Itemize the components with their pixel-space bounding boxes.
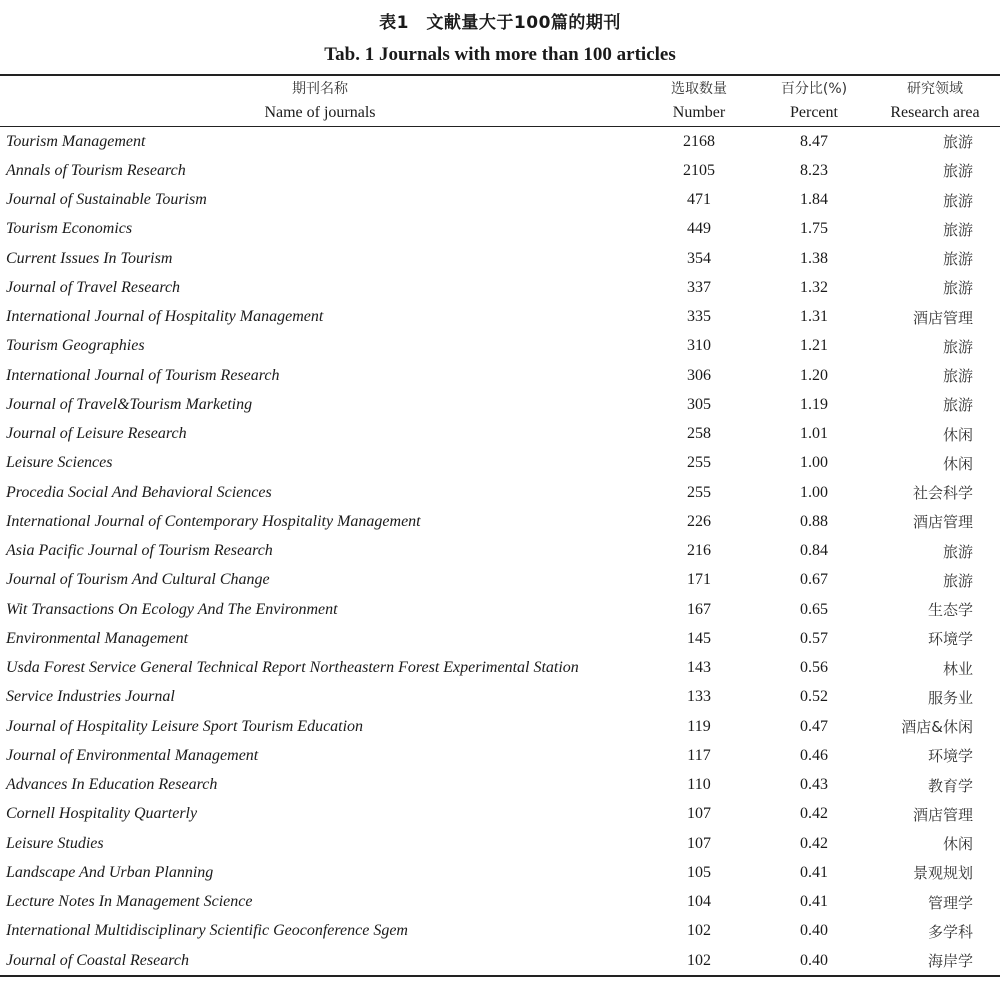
research-area-cell: 旅游 bbox=[942, 279, 973, 298]
percent-cell: 1.21 bbox=[800, 337, 828, 355]
research-area-cell: 休闲 bbox=[942, 835, 973, 854]
journal-name-cell: Environmental Management bbox=[6, 629, 189, 647]
percent-cell: 0.56 bbox=[800, 659, 828, 677]
table-row bbox=[0, 654, 1000, 683]
journal-name-cell: Landscape And Urban Planning bbox=[6, 863, 214, 881]
journals-table bbox=[0, 74, 1000, 977]
journal-name-cell: Usda Forest Service General Technical Report Northeastern Forest Experimental Station bbox=[6, 659, 579, 677]
number-cell: 119 bbox=[687, 717, 711, 735]
percent-cell: 8.23 bbox=[800, 161, 828, 179]
table-row bbox=[0, 156, 1000, 185]
journal-name-cell: Tourism Management bbox=[6, 132, 146, 150]
number-cell: 306 bbox=[687, 366, 711, 384]
number-cell: 310 bbox=[687, 337, 711, 355]
research-area-cell: 管理学 bbox=[927, 893, 973, 912]
percent-cell: 1.38 bbox=[800, 249, 828, 267]
percent-cell: 1.75 bbox=[800, 220, 828, 238]
number-cell: 102 bbox=[687, 922, 711, 940]
percent-cell: 0.52 bbox=[800, 688, 828, 706]
number-cell: 102 bbox=[687, 951, 711, 969]
journal-name-cell: Procedia Social And Behavioral Sciences bbox=[6, 483, 272, 501]
journal-name-cell: International Journal of Hospitality Management bbox=[6, 308, 324, 326]
header-percent-cn: 百分比(%) bbox=[780, 81, 848, 97]
percent-cell: 0.57 bbox=[800, 629, 828, 647]
number-cell: 143 bbox=[687, 659, 711, 677]
table-row bbox=[0, 361, 1000, 390]
table-row bbox=[0, 829, 1000, 858]
header-journal-name bbox=[0, 75, 640, 127]
number-cell: 258 bbox=[687, 425, 711, 443]
research-area-cell: 景观规划 bbox=[912, 864, 973, 883]
number-cell: 171 bbox=[687, 571, 711, 589]
percent-cell: 0.40 bbox=[800, 922, 828, 940]
percent-cell: 1.20 bbox=[800, 366, 828, 384]
table-row bbox=[0, 800, 1000, 829]
percent-cell: 0.42 bbox=[800, 805, 828, 823]
table-row bbox=[0, 420, 1000, 449]
table-row bbox=[0, 624, 1000, 653]
percent-cell: 1.00 bbox=[800, 454, 828, 472]
number-cell: 255 bbox=[687, 483, 711, 501]
table-row bbox=[0, 478, 1000, 507]
journal-name-cell: Journal of Sustainable Tourism bbox=[6, 191, 207, 209]
table-row bbox=[0, 244, 1000, 273]
table-title-cn: 表1 文献量大于100篇的期刊 bbox=[379, 13, 621, 33]
journal-name-cell: Journal of Environmental Management bbox=[6, 746, 259, 764]
percent-cell: 1.32 bbox=[800, 278, 828, 296]
journal-name-cell: Journal of Coastal Research bbox=[6, 951, 189, 969]
table-row bbox=[0, 917, 1000, 946]
journal-name-cell: International Multidisciplinary Scientific Geoconference Sgem bbox=[6, 922, 408, 940]
percent-cell: 0.40 bbox=[800, 951, 828, 969]
percent-cell: 0.47 bbox=[800, 717, 828, 735]
journal-name-cell: Service Industries Journal bbox=[6, 688, 175, 706]
journal-name-cell: Journal of Hospitality Leisure Sport Tourism Education bbox=[6, 717, 364, 735]
number-cell: 145 bbox=[687, 629, 711, 647]
header-row bbox=[0, 75, 1000, 127]
journal-name-cell: Leisure Studies bbox=[6, 834, 104, 852]
table-row bbox=[0, 127, 1000, 157]
number-cell: 167 bbox=[687, 600, 711, 618]
percent-cell: 0.67 bbox=[800, 571, 828, 589]
table-row bbox=[0, 507, 1000, 536]
table-row bbox=[0, 215, 1000, 244]
number-cell: 471 bbox=[687, 191, 711, 209]
table-row bbox=[0, 390, 1000, 419]
number-cell: 2168 bbox=[683, 132, 715, 150]
research-area-cell: 环境学 bbox=[927, 630, 973, 649]
number-cell: 110 bbox=[687, 776, 711, 794]
table-row bbox=[0, 303, 1000, 332]
research-area-cell: 旅游 bbox=[942, 396, 973, 415]
table-row bbox=[0, 771, 1000, 800]
table-row bbox=[0, 566, 1000, 595]
research-area-cell: 旅游 bbox=[942, 571, 973, 590]
percent-cell: 8.47 bbox=[800, 132, 828, 150]
percent-cell: 0.88 bbox=[800, 512, 828, 530]
number-cell: 226 bbox=[687, 512, 711, 530]
research-area-cell: 林业 bbox=[942, 659, 973, 678]
research-area-cell: 旅游 bbox=[942, 337, 973, 356]
research-area-cell: 旅游 bbox=[942, 220, 973, 239]
number-cell: 337 bbox=[687, 278, 711, 296]
research-area-cell: 旅游 bbox=[942, 367, 973, 386]
research-area-cell: 教育学 bbox=[927, 776, 973, 795]
table-title-en: Tab. 1 Journals with more than 100 articles bbox=[324, 44, 676, 65]
table-header bbox=[0, 75, 1000, 127]
table-row bbox=[0, 858, 1000, 887]
header-journal-name-en: Name of journals bbox=[264, 104, 376, 121]
research-area-cell: 休闲 bbox=[942, 454, 973, 473]
percent-cell: 1.01 bbox=[800, 425, 828, 443]
percent-cell: 1.19 bbox=[800, 395, 828, 413]
research-area-cell: 酒店&休闲 bbox=[901, 718, 973, 737]
journal-name-cell: Advances In Education Research bbox=[6, 776, 218, 794]
header-number-en: Number bbox=[672, 104, 726, 121]
percent-cell: 0.46 bbox=[800, 746, 828, 764]
table-row bbox=[0, 741, 1000, 770]
number-cell: 107 bbox=[687, 834, 711, 852]
percent-cell: 1.00 bbox=[800, 483, 828, 501]
header-research-area-cn: 研究领域 bbox=[907, 81, 963, 97]
journal-name-cell: International Journal of Tourism Research bbox=[6, 366, 280, 384]
number-cell: 2105 bbox=[683, 161, 715, 179]
percent-cell: 1.31 bbox=[800, 308, 828, 326]
journal-name-cell: Tourism Geographies bbox=[6, 337, 145, 355]
table-row bbox=[0, 332, 1000, 361]
research-area-cell: 酒店管理 bbox=[912, 805, 973, 824]
table-body bbox=[0, 127, 1000, 977]
table-row bbox=[0, 712, 1000, 741]
percent-cell: 1.84 bbox=[800, 191, 828, 209]
research-area-cell: 生态学 bbox=[927, 601, 973, 620]
table-row bbox=[0, 449, 1000, 478]
journal-name-cell: Journal of Leisure Research bbox=[6, 425, 187, 443]
table-row bbox=[0, 537, 1000, 566]
number-cell: 305 bbox=[687, 395, 711, 413]
number-cell: 104 bbox=[687, 893, 711, 911]
journal-name-cell: Cornell Hospitality Quarterly bbox=[6, 805, 198, 823]
table-caption bbox=[0, 10, 1000, 68]
number-cell: 335 bbox=[687, 308, 711, 326]
journal-name-cell: International Journal of Contemporary Hospitality Management bbox=[6, 512, 421, 530]
research-area-cell: 旅游 bbox=[942, 133, 973, 152]
research-area-cell: 环境学 bbox=[927, 747, 973, 766]
header-number-cn: 选取数量 bbox=[671, 81, 727, 97]
header-percent-en: Percent bbox=[790, 104, 838, 121]
number-cell: 105 bbox=[687, 863, 711, 881]
research-area-cell: 酒店管理 bbox=[912, 513, 973, 532]
table-row bbox=[0, 273, 1000, 302]
number-cell: 354 bbox=[687, 249, 711, 267]
number-cell: 107 bbox=[687, 805, 711, 823]
header-journal-name-cn: 期刊名称 bbox=[292, 81, 348, 97]
journal-name-cell: Journal of Travel Research bbox=[6, 278, 181, 296]
table-row bbox=[0, 888, 1000, 917]
number-cell: 449 bbox=[687, 220, 711, 238]
journal-name-cell: Tourism Economics bbox=[6, 220, 133, 238]
journal-name-cell: Lecture Notes In Management Science bbox=[6, 893, 253, 911]
percent-cell: 0.43 bbox=[800, 776, 828, 794]
research-area-cell: 旅游 bbox=[942, 250, 973, 269]
research-area-cell: 社会科学 bbox=[912, 484, 973, 503]
research-area-cell: 酒店管理 bbox=[912, 308, 973, 327]
number-cell: 255 bbox=[687, 454, 711, 472]
research-area-cell: 旅游 bbox=[942, 162, 973, 181]
journal-name-cell: Journal of Tourism And Cultural Change bbox=[6, 571, 270, 589]
percent-cell: 0.84 bbox=[800, 542, 828, 560]
table-row bbox=[0, 186, 1000, 215]
number-cell: 117 bbox=[687, 746, 711, 764]
percent-cell: 0.41 bbox=[800, 893, 828, 911]
table-row bbox=[0, 683, 1000, 712]
percent-cell: 0.42 bbox=[800, 834, 828, 852]
research-area-cell: 多学科 bbox=[927, 922, 973, 941]
header-research-area bbox=[870, 75, 1000, 127]
header-percent bbox=[758, 75, 870, 127]
number-cell: 216 bbox=[687, 542, 711, 560]
research-area-cell: 旅游 bbox=[942, 542, 973, 561]
table-row bbox=[0, 946, 1000, 976]
research-area-cell: 休闲 bbox=[942, 425, 973, 444]
journal-name-cell: Journal of Travel&Tourism Marketing bbox=[6, 395, 253, 413]
journal-name-cell: Current Issues In Tourism bbox=[6, 249, 173, 267]
journal-name-cell: Leisure Sciences bbox=[6, 454, 113, 472]
header-research-area-en: Research area bbox=[890, 104, 980, 121]
number-cell: 133 bbox=[687, 688, 711, 706]
table-row bbox=[0, 595, 1000, 624]
header-number bbox=[640, 75, 758, 127]
research-area-cell: 旅游 bbox=[942, 191, 973, 210]
research-area-cell: 海岸学 bbox=[927, 952, 973, 971]
journal-name-cell: Asia Pacific Journal of Tourism Research bbox=[6, 542, 273, 560]
percent-cell: 0.41 bbox=[800, 863, 828, 881]
journal-name-cell: Annals of Tourism Research bbox=[6, 161, 186, 179]
research-area-cell: 服务业 bbox=[927, 688, 973, 707]
percent-cell: 0.65 bbox=[800, 600, 828, 618]
journal-name-cell: Wit Transactions On Ecology And The Environment bbox=[6, 600, 338, 618]
